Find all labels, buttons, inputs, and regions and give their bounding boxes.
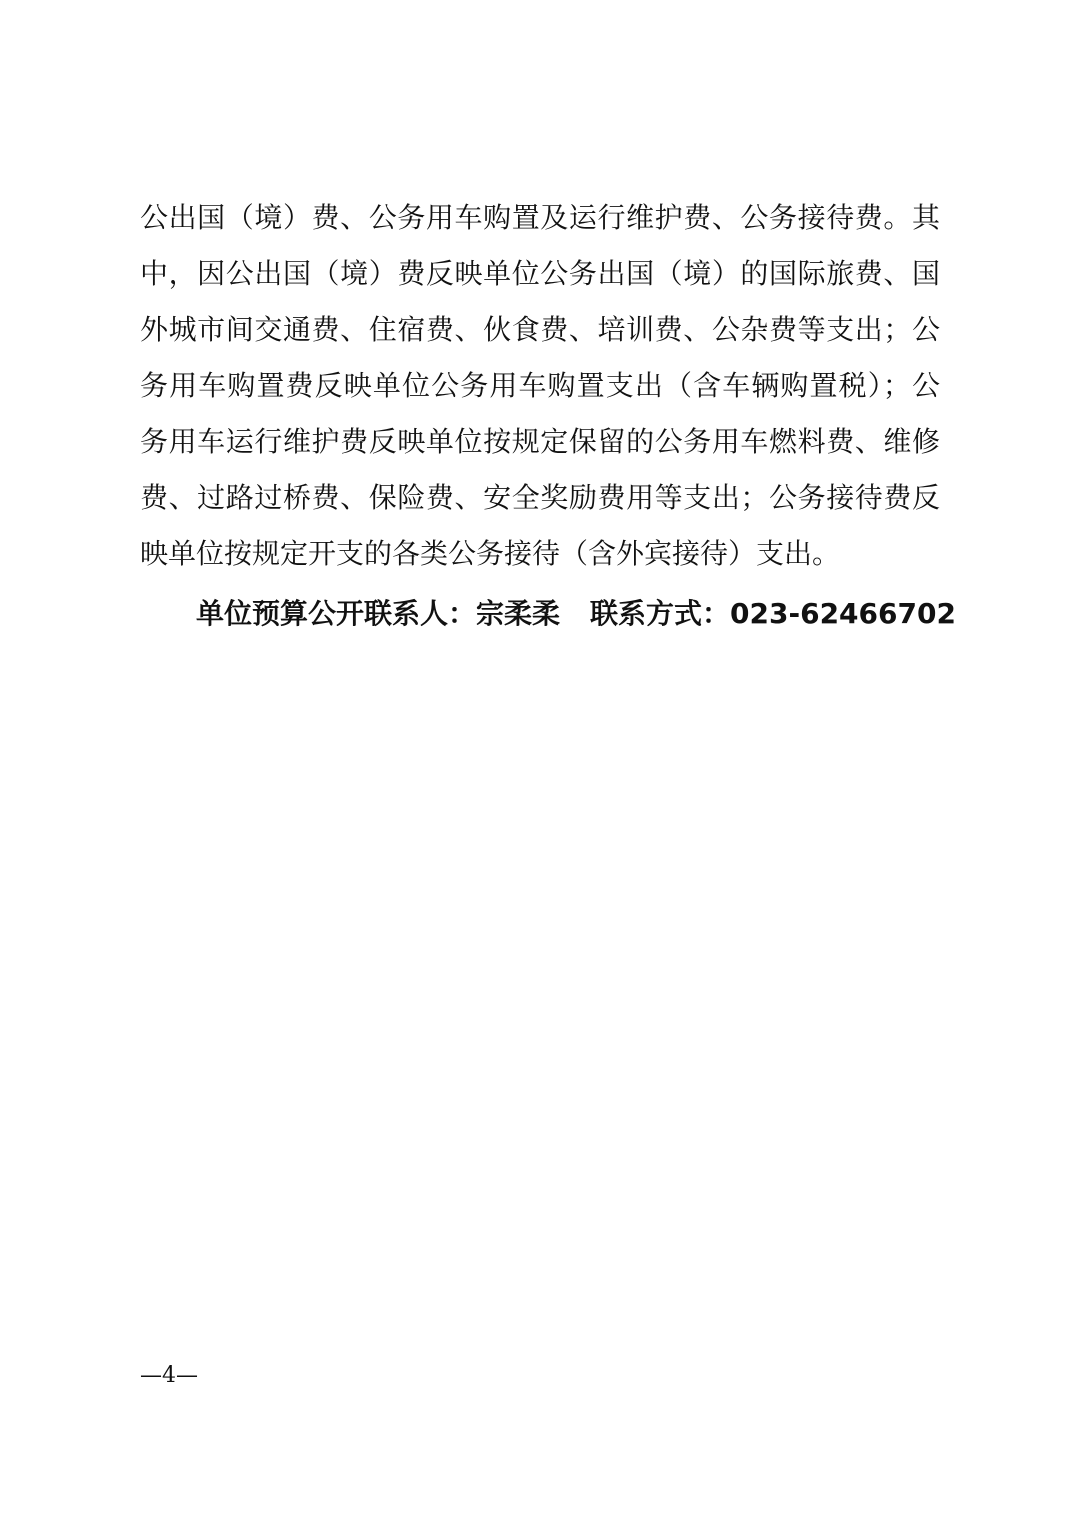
paragraph-line: 费、过路过桥费、保险费、安全奖励费用等支出；公务接待费反 [140,481,940,514]
body-paragraph [140,190,940,582]
contact-method: 联系方式：023-62466702 [590,597,956,630]
paragraph-line: 外城市间交通费、住宿费、伙食费、培训费、公杂费等支出；公 [140,313,940,346]
page-number: —4— [140,1363,198,1388]
paragraph-line: 映单位按规定开支的各类公务接待（含外宾接待）支出。 [140,537,841,570]
paragraph-line: 务用车运行维护费反映单位按规定保留的公务用车燃料费、维修 [140,425,940,458]
contact-person: 单位预算公开联系人：宗柔柔 [196,597,561,630]
contact-line [196,586,956,642]
paragraph-line: 公出国（境）费、公务用车购置及运行维护费、公务接待费。其 [140,201,940,234]
paragraph-line: 务用车购置费反映单位公务用车购置支出（含车辆购置税）；公 [140,369,940,402]
paragraph-line: 中，因公出国（境）费反映单位公务出国（境）的国际旅费、国 [140,257,940,290]
